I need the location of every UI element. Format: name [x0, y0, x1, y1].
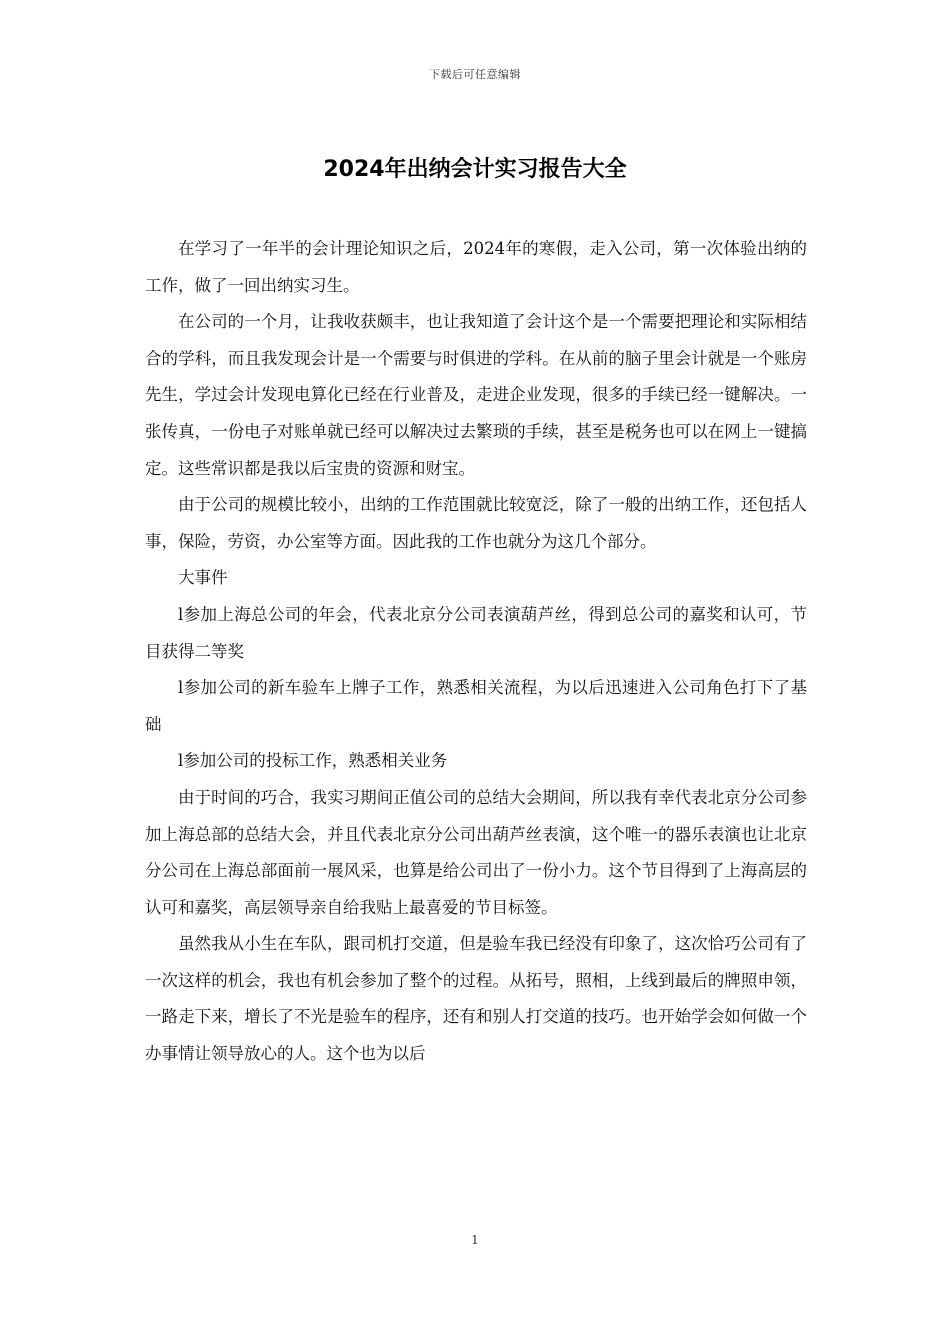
- header-note: 下载后可任意编辑: [429, 68, 521, 81]
- document-body: [145, 231, 807, 1073]
- list-item-annual-meeting: l参加上海总公司的年会，代表北京分公司表演葫芦丝，得到总公司的嘉奖和认可，节目获得二等奖: [145, 604, 807, 661]
- list-item-bidding: l参加公司的投标工作，熟悉相关业务: [178, 751, 448, 771]
- paragraph-gains: 在公司的一个月，让我收获颇丰，也让我知道了会计这个是一个需要把理论和实际相结合的学科，而且我发现会计是一个需要与时俱进的学科。在从前的脑子里会计就是一个账房先生，学过会计发现电算化已经在行业普及，走进企业发现，很多的手续已经一键解决。一张传真，一份电子对账单就已经可以解决过去繁琐的手续，甚至是税务也可以在网上一键搞定。这些常识都是我以后宝贵的资源和财宝。: [145, 312, 807, 478]
- paragraph-scope: 由于公司的规模比较小，出纳的工作范围就比较宽泛，除了一般的出纳工作，还包括人事，保险，劳资，办公室等方面。因此我的工作也就分为这几个部分。: [145, 495, 807, 551]
- paragraph-vehicle-experience: 虽然我从小生在车队，跟司机打交道，但是验车我已经没有印象了，这次恰巧公司有了一次这样的机会，我也有机会参加了整个的过程。从拓号，照相，上线到最后的牌照申领，一路走下来，增长了不光是验车的程序，还有和别人打交道的技巧。也开始学会如何做一个办事情让领导放心的人。这个也为以后: [145, 934, 807, 1064]
- paragraph-summary-meeting: 由于时间的巧合，我实习期间正值公司的总结大会期间，所以我有幸代表北京分公司参加上海总部的总结大会，并且代表北京分公司出葫芦丝表演，这个唯一的器乐表演也让北京分公司在上海总部面前一展风采，也算是给公司出了一份小力。这个节目得到了上海高层的认可和嘉奖，高层领导亲自给我贴上最喜爱的节目标签。: [145, 787, 807, 917]
- page-number: 1: [471, 1233, 479, 1247]
- document-title: 2024年出纳会计实习报告大全: [323, 157, 627, 182]
- paragraph-intro: 在学习了一年半的会计理论知识之后，2024年的寒假，走入公司，第一次体验出纳的工作，做了一回出纳实习生。: [145, 239, 807, 295]
- list-item-vehicle-inspection: l参加公司的新车验车上牌子工作，熟悉相关流程，为以后迅速进入公司角色打下了基础: [145, 678, 807, 734]
- section-heading-major-events: 大事件: [178, 568, 228, 588]
